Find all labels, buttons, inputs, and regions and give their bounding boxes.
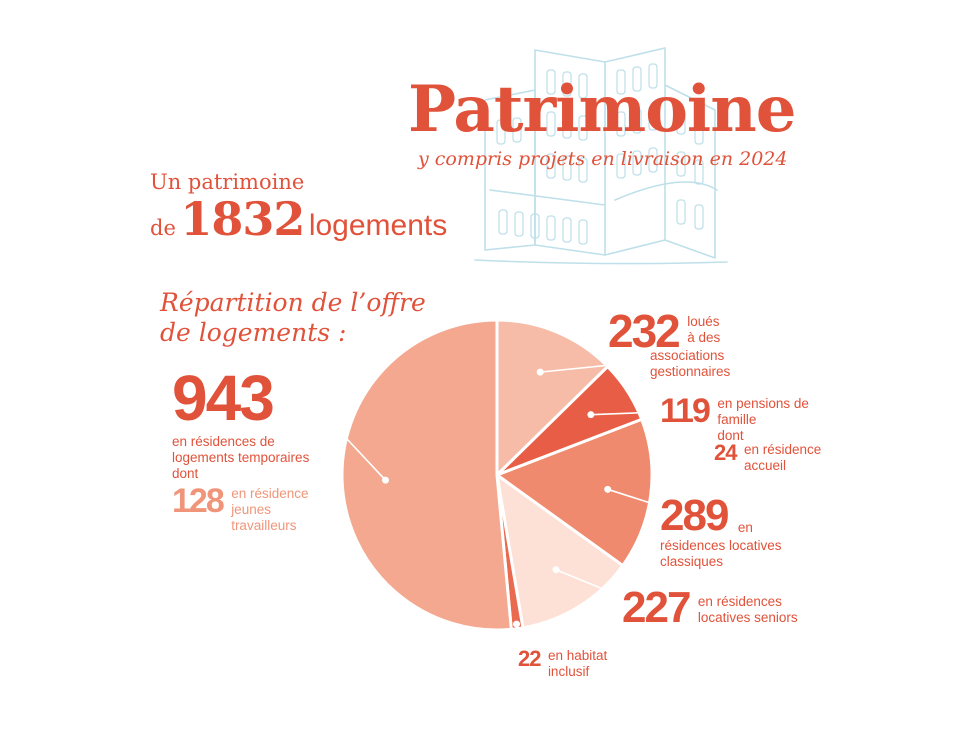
total-unit: logements <box>308 209 448 242</box>
text-119-line: en pensions de <box>717 396 809 411</box>
text-289-below <box>660 538 782 570</box>
text-289: en <box>737 520 753 535</box>
leader-dot-232 <box>537 369 544 376</box>
value-22: 22 <box>518 646 541 671</box>
text-232-line: loués <box>687 314 720 329</box>
section-title-line: Répartition de l’offre <box>160 288 426 317</box>
label-24 <box>714 442 821 474</box>
text-227 <box>698 594 798 626</box>
label-289 <box>660 491 753 540</box>
text-232-below <box>650 348 730 380</box>
text-943-line: logements temporaires <box>172 450 310 465</box>
text-22-line: en habitat <box>547 648 608 663</box>
text-232 <box>687 314 720 346</box>
leader-dot-943 <box>382 477 389 484</box>
text-943 <box>172 434 309 482</box>
text-227-line: locatives seniors <box>697 610 798 625</box>
text-22-line: inclusif <box>547 664 590 679</box>
label-227 <box>622 583 798 632</box>
page-subtitle: y compris projets en livraison en 2024 <box>418 148 788 170</box>
text-128 <box>231 486 308 534</box>
value-128: 128 <box>172 482 223 520</box>
text-232-line: gestionnaires <box>650 364 731 379</box>
value-289: 289 <box>660 491 728 540</box>
pie-slice-943 <box>342 320 511 630</box>
leader-dot-119 <box>587 411 594 418</box>
total-intro: Un patrimoine <box>150 170 305 194</box>
text-232-line: à des <box>687 330 721 345</box>
text-943-line: dont <box>172 466 199 481</box>
text-943-line: en résidences de <box>172 434 275 449</box>
text-22 <box>548 648 607 680</box>
text-24 <box>744 442 821 474</box>
text-128-line: jeunes <box>231 502 271 517</box>
text-24-line: en résidence <box>743 442 822 457</box>
text-227-line: en résidences <box>697 594 782 609</box>
text-119-line: famille <box>717 412 757 427</box>
label-119 <box>660 394 809 444</box>
text-119 <box>717 396 809 444</box>
text-119-line: dont <box>717 428 744 443</box>
label-128 <box>172 484 309 534</box>
value-943: 943 <box>172 362 273 434</box>
total-prefix: de <box>150 216 176 240</box>
label-943 <box>172 362 310 482</box>
page-title: Patrimoine <box>408 72 796 147</box>
text-128-line: travailleurs <box>231 518 297 533</box>
value-227: 227 <box>622 583 690 632</box>
value-24: 24 <box>714 440 737 465</box>
section-title-line: de logements : <box>160 318 347 347</box>
value-119: 119 <box>660 392 709 430</box>
text-289-line: résidences locatives <box>660 538 782 553</box>
text-232-line: associations <box>650 348 725 363</box>
leader-dot-22 <box>513 621 520 628</box>
total-value: 1832 <box>180 192 305 246</box>
text-289-line: classiques <box>660 554 724 569</box>
value-232: 232 <box>608 305 679 357</box>
label-22 <box>518 648 607 680</box>
text-24-line: accueil <box>743 458 786 473</box>
leader-dot-227 <box>553 566 560 573</box>
text-128-line: en résidence <box>231 486 309 501</box>
leader-dot-289 <box>604 486 611 493</box>
